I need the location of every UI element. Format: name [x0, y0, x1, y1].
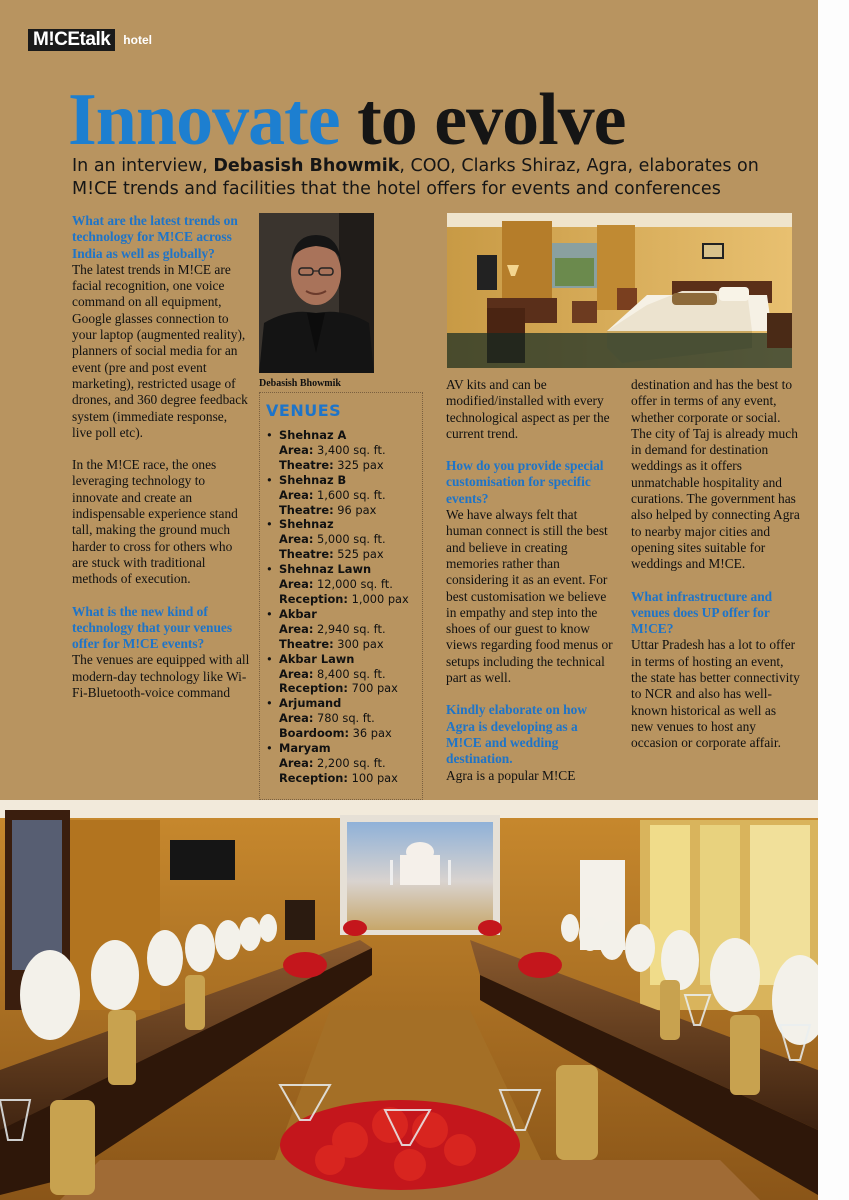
answer-1b: In the M!CE race, the ones leveraging technology to innovate and create an indispensable experience stand tall, making the ground much harder to cross for others who are stuck with traditional methods of execution.: [72, 457, 238, 587]
page-margin: [818, 0, 849, 1200]
area-value: 1,600 sq. ft.: [317, 487, 386, 502]
standfirst-pre: In an interview,: [72, 156, 214, 176]
venue-capacity: [279, 458, 384, 472]
bullet-icon: •: [266, 428, 273, 442]
venue-capacity: [279, 726, 392, 740]
standfirst-name: Debasish Bhowmik: [213, 156, 400, 176]
venue-area: [279, 711, 375, 725]
venue-item: [266, 741, 421, 786]
venue-name: Shehnaz B: [279, 472, 347, 487]
area-label: Area:: [279, 621, 314, 636]
venue-capacity: [279, 503, 376, 517]
answer-2: The venues are equipped with all modern-day technology like Wi-Fi-Bluetooth-voice command: [72, 652, 250, 701]
venue-item: [266, 428, 421, 473]
area-value: 2,200 sq. ft.: [317, 755, 386, 770]
area-label: Area:: [279, 711, 314, 726]
capacity-value: 700 pax: [351, 681, 398, 696]
answer-3: We have always felt that human connect is still the best and believe in creating memories rather than considering it as an event. For best customisation we believe in empathy and step into the shoes of our guest to know views regarding food menus or setups including the technical part as well.: [446, 507, 613, 686]
bullet-icon: •: [266, 651, 273, 666]
bullet-icon: •: [266, 741, 273, 756]
capacity-label: Reception:: [279, 591, 348, 606]
column-4: [631, 377, 801, 752]
venue-area: [279, 577, 393, 591]
venue-item: [266, 562, 421, 607]
capacity-label: Theatre:: [279, 547, 334, 562]
venue-area: [279, 756, 386, 770]
answer-1: The latest trends in M!CE are facial recognition, one voice command on all equipment, Google glasses connection to your laptop (augmented reality), planners of social media for an event (pre and post event marketing), restricted usage of drones, and 360 degree feedback system (immediate response, live poll etc).: [72, 261, 248, 440]
answer-4: Agra is a popular M!CE: [446, 767, 576, 783]
answer-2-continued: AV kits and can be modified/installed with every technological aspect as per the current trend.: [446, 377, 610, 441]
venues-box: [259, 392, 423, 800]
capacity-value: 1,000 pax: [351, 591, 409, 606]
capacity-value: 325 pax: [337, 457, 384, 472]
area-value: 8,400 sq. ft.: [317, 666, 386, 681]
capacity-label: Boardoom:: [279, 726, 350, 741]
venue-name: Maryam: [279, 741, 331, 756]
bullet-icon: •: [266, 517, 273, 532]
venue-area: [279, 532, 386, 546]
question-5: What infrastructure and venues does UP offer for M!CE?: [631, 588, 773, 637]
question-3: How do you provide special customisation for specific events?: [446, 458, 604, 506]
area-label: Area:: [279, 577, 314, 592]
headline-part2: to evolve: [357, 79, 626, 161]
venue-area: [279, 488, 386, 502]
venues-list: [266, 428, 421, 786]
venue-capacity: [279, 771, 398, 785]
venue-capacity: [279, 547, 384, 561]
capacity-value: 36 pax: [352, 726, 392, 741]
section-tag: hotel: [123, 33, 152, 47]
brand-logo: [28, 29, 152, 51]
venue-capacity: [279, 637, 384, 651]
venue-name: Shehnaz Lawn: [279, 562, 372, 577]
venue-name: Shehnaz: [279, 517, 334, 532]
venue-name: Akbar Lawn: [279, 651, 355, 666]
venue-item: [266, 517, 421, 562]
capacity-value: 100 pax: [351, 770, 398, 785]
venue-capacity: [279, 681, 398, 695]
answer-4-continued: destination and has the best to offer in terms of any event, whether corporate or social. The city of Taj is already much in demand for destination weddings as it offers unmatchable hospitality and curations. The government has also helped by connecting Agra to nearby major cities and opening sites suitable for weddings and M!CE.: [631, 377, 800, 572]
capacity-label: Reception:: [279, 770, 348, 785]
capacity-label: Theatre:: [279, 636, 334, 651]
area-label: Area:: [279, 666, 314, 681]
bullet-icon: •: [266, 562, 273, 577]
question-2: What is the new kind of technology that your venues offer for M!CE events?: [72, 603, 233, 652]
standfirst: [72, 155, 802, 201]
venue-area: [279, 622, 386, 636]
bullet-icon: •: [266, 606, 273, 621]
hotel-room-photo: [447, 213, 792, 368]
question-1: What are the latest trends on technology for M!CE across India as well as globally?: [72, 213, 238, 261]
area-value: 12,000 sq. ft.: [317, 577, 393, 592]
area-label: Area:: [279, 442, 314, 457]
portrait-caption: Debasish Bhowmik: [259, 378, 341, 389]
venue-area: [279, 667, 386, 681]
portrait-photo: [259, 213, 374, 373]
area-value: 780 sq. ft.: [317, 711, 375, 726]
area-label: Area:: [279, 755, 314, 770]
capacity-value: 300 pax: [337, 636, 384, 651]
venue-area: [279, 443, 386, 457]
venue-item: [266, 652, 421, 697]
area-value: 5,000 sq. ft.: [317, 532, 386, 547]
area-value: 3,400 sq. ft.: [317, 442, 386, 457]
venue-item: [266, 473, 421, 518]
question-4: Kindly elaborate on how Agra is developing as a M!CE and wedding destination.: [446, 702, 587, 767]
capacity-value: 96 pax: [337, 502, 377, 517]
venue-name: Akbar: [279, 606, 317, 621]
capacity-label: Theatre:: [279, 457, 334, 472]
venue-capacity: [279, 592, 409, 606]
bullet-icon: •: [266, 696, 273, 711]
capacity-value: 525 pax: [337, 547, 384, 562]
bullet-icon: •: [266, 472, 273, 487]
capacity-label: Theatre:: [279, 502, 334, 517]
standfirst-post: , COO, Clarks Shiraz, Agra, elaborates on M!CE trends and facilities that the hotel offers for events and conferences: [72, 156, 759, 199]
answer-5: Uttar Pradesh has a lot to offer in terms of hosting an event, the state has better connectivity to NCR and also has well-known historical as well as new venues to host any occasion or corporate affair.: [631, 637, 800, 751]
area-value: 2,940 sq. ft.: [317, 621, 386, 636]
venues-title: VENUES: [266, 401, 342, 420]
capacity-label: Reception:: [279, 681, 348, 696]
area-label: Area:: [279, 532, 314, 547]
venue-item: [266, 696, 421, 741]
venue-name: Arjumand: [279, 696, 342, 711]
column-3: [446, 377, 616, 784]
brand-wordmark: M!CEtalk: [28, 29, 115, 51]
venue-item: [266, 607, 421, 652]
headline: [68, 80, 626, 160]
area-label: Area:: [279, 487, 314, 502]
column-1: [72, 213, 250, 701]
headline-part1: Innovate: [68, 79, 340, 161]
conference-room-photo: [0, 800, 818, 1200]
venue-name: Shehnaz A: [279, 428, 347, 442]
